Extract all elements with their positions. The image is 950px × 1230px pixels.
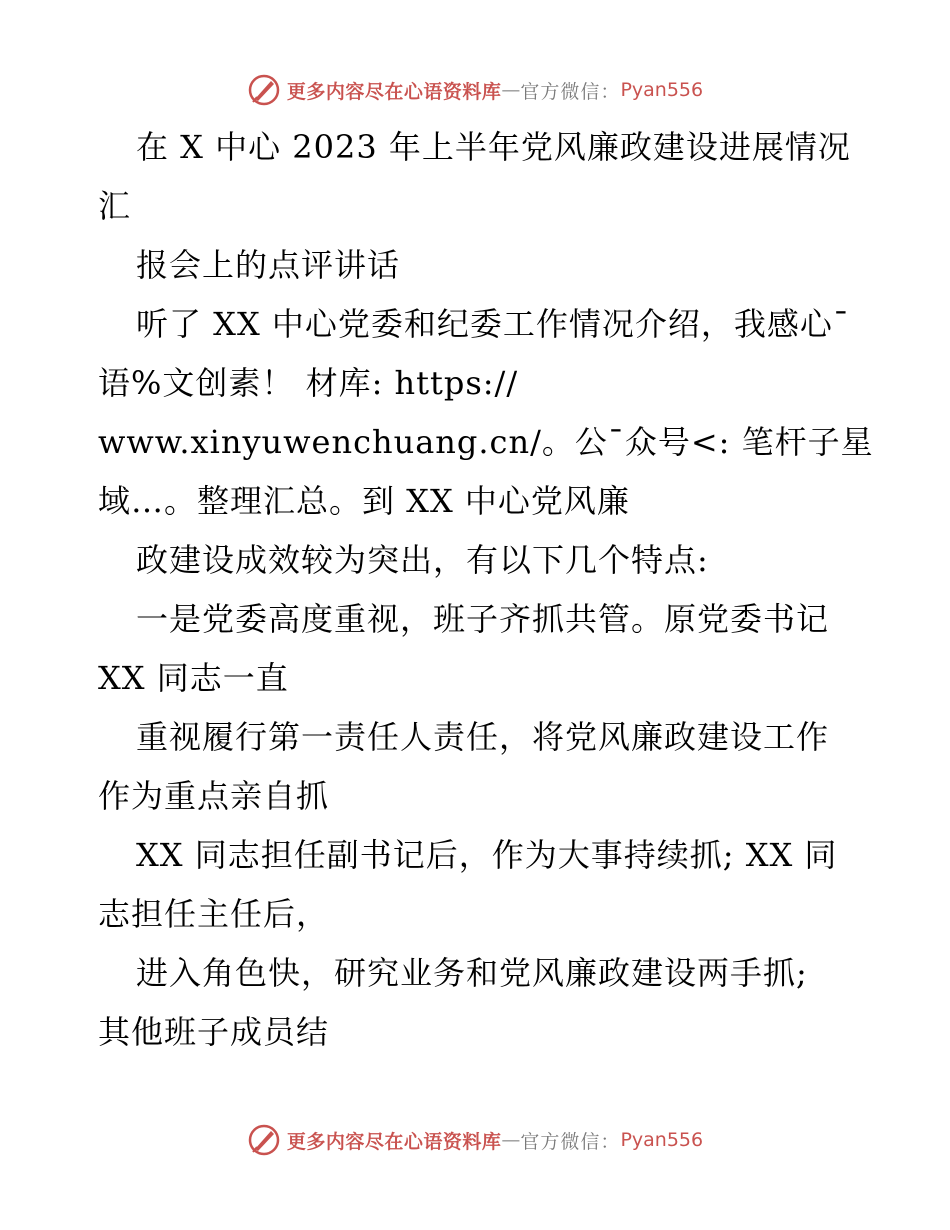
banner-sub-text: 官方微信： bbox=[520, 1130, 621, 1153]
doc-line: 重视履行第一责任人责任，将党风廉政建设工作 bbox=[136, 718, 830, 756]
banner-sub-text: 官方微信： bbox=[520, 80, 621, 103]
quill-pen-circle-icon bbox=[247, 73, 281, 107]
doc-line: 其他班子成员结 bbox=[98, 1013, 330, 1051]
banner-separator: — bbox=[501, 79, 521, 101]
doc-line: 听了 XX 中心党委和纪委工作情况介绍，我感心¯ bbox=[136, 305, 850, 343]
doc-line: 语%文创素！ 材库: https:// bbox=[98, 364, 519, 402]
doc-line: 报会上的点评讲话 bbox=[136, 246, 401, 284]
doc-line: XX 同志担任副书记后，作为大事持续抓; XX 同 bbox=[136, 836, 838, 874]
doc-line: 政建设成效较为突出，有以下几个特点: bbox=[136, 541, 709, 579]
footer-banner bbox=[0, 1120, 950, 1160]
doc-line: 志担任主任后， bbox=[98, 895, 330, 933]
banner-account: Pyan556 bbox=[620, 1129, 704, 1151]
banner-account: Pyan556 bbox=[620, 79, 704, 101]
quill-pen-circle-icon bbox=[247, 1123, 281, 1157]
doc-line: XX 同志一直 bbox=[98, 659, 289, 697]
doc-line: 作为重点亲自抓 bbox=[98, 777, 330, 815]
document-body bbox=[98, 118, 874, 1062]
doc-line: 域…。整理汇总。到 XX 中心党风廉 bbox=[98, 482, 630, 520]
banner-main-text: 更多内容尽在心语资料库 bbox=[286, 1130, 502, 1153]
doc-line: 在 X 中心 2023 年上半年党风廉政建设进展情况 bbox=[136, 128, 851, 166]
doc-line: 汇 bbox=[98, 187, 132, 225]
doc-line: 进入角色快，研究业务和党风廉政建设两手抓; bbox=[136, 954, 808, 992]
doc-line: 一是党委高度重视，班子齐抓共管。原党委书记 bbox=[136, 600, 830, 638]
banner-separator: — bbox=[501, 1129, 521, 1151]
doc-line: www.xinyuwenchuang.cn/。公¯众号<: 笔杆子星 bbox=[98, 423, 874, 461]
banner-main-text: 更多内容尽在心语资料库 bbox=[286, 80, 502, 103]
header-banner bbox=[0, 70, 950, 110]
